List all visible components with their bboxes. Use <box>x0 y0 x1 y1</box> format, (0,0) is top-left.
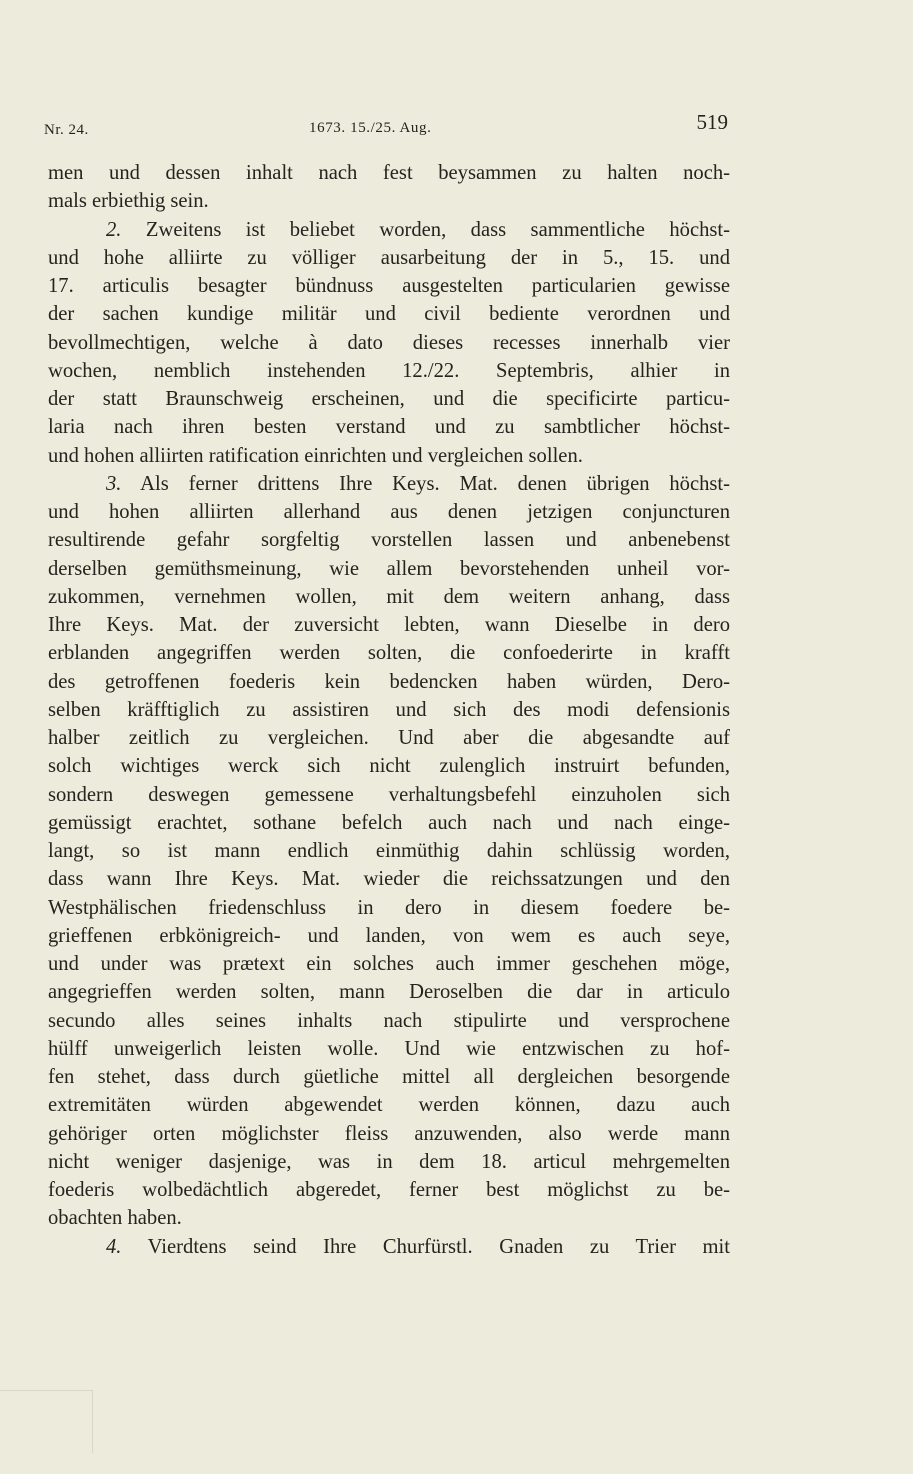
line-text: der sachen kundige militär und civil bediente verordnen und <box>48 303 730 326</box>
text-line <box>48 329 730 357</box>
line-text: Ihre Keys. Mat. der zuversicht lebten, wann Dieselbe in dero <box>48 614 730 636</box>
line-text: derselben gemüthsmeinung, wie allem bevorstehenden unheil vor- <box>48 557 730 580</box>
text-line <box>48 639 730 667</box>
text-line <box>48 357 730 385</box>
line-text: mals erbiethig sein. <box>48 190 209 213</box>
text-line <box>48 696 730 724</box>
text-line <box>48 555 730 583</box>
line-text: Westphälischen friedenschluss in dero in diesem foedere be- <box>48 896 730 919</box>
line-text: wochen, nemblich instehenden 12./22. Septembris, alhier in <box>48 359 730 382</box>
text-line <box>48 1091 730 1119</box>
line-text: bevollmechtigen, welche à dato dieses recesses innerhalb vier <box>48 331 730 354</box>
text-line <box>48 1233 730 1261</box>
text-line <box>48 244 730 272</box>
line-text: grieffenen erbkönigreich- und landen, von wem es auch seye, <box>48 924 730 947</box>
line-text: der statt Braunschweig erscheinen, und die specificirte particu- <box>48 388 730 410</box>
line-text: nicht weniger dasjenige, was in dem 18. articul mehrgemelten <box>48 1150 730 1173</box>
text-line <box>48 413 730 441</box>
text-line <box>48 611 730 639</box>
text-line <box>48 865 730 893</box>
line-text: secundo alles seines inhalts nach stipulirte und versprochene <box>48 1009 730 1032</box>
line-text: sondern deswegen gemessene verhaltungsbefehl einzuholen sich <box>48 783 730 806</box>
paragraph-number: 4. <box>106 1235 122 1258</box>
line-text: Vierdtens seind Ihre Churfürstl. Gnaden zu Trier mit <box>147 1235 730 1258</box>
text-line <box>48 1176 730 1204</box>
line-text: obachten haben. <box>48 1207 182 1230</box>
line-text: Als ferner drittens Ihre Keys. Mat. denen übrigen höchst- <box>140 472 730 495</box>
text-line <box>48 526 730 554</box>
paragraph-number: 2. <box>106 218 122 241</box>
text-line <box>48 1007 730 1035</box>
paragraph-number: 3. <box>106 472 122 495</box>
line-text: laria nach ihren besten verstand und zu sambtlicher höchst- <box>48 416 730 439</box>
line-text: foederis wolbedächtlich abgeredet, ferner best möglichst zu be- <box>48 1179 730 1201</box>
line-text: solch wichtiges werck sich nicht zulenglich instruirt befunden, <box>48 755 730 778</box>
text-line <box>48 894 730 922</box>
line-text: angegrieffen werden solten, mann Deroselben die dar in articulo <box>48 981 730 1004</box>
text-line <box>48 159 730 187</box>
text-line <box>48 300 730 328</box>
page-number: 519 <box>696 110 728 134</box>
text-line <box>48 470 730 498</box>
line-text: Zweitens ist beliebet worden, dass sammentliche höchst- <box>145 218 730 241</box>
line-text: gehöriger orten möglichster fleiss anzuwenden, also werde mann <box>48 1122 730 1145</box>
text-line <box>48 950 730 978</box>
line-text: fen stehet, dass durch güetliche mittel all dergleichen besorgende <box>48 1066 730 1088</box>
line-text: men und dessen inhalt nach fest beysammen zu halten noch- <box>48 162 730 184</box>
line-text: halber zeitlich zu vergleichen. Und aber die abgesandte auf <box>48 727 730 749</box>
line-text: und under was prætext ein solches auch immer geschehen möge, <box>48 953 730 975</box>
line-text: zukommen, vernehmen wollen, mit dem weitern anhang, dass <box>48 585 730 608</box>
text-line <box>48 922 730 950</box>
running-header <box>44 110 728 140</box>
text-line <box>48 1148 730 1176</box>
text-line <box>48 187 730 215</box>
text-line <box>48 1035 730 1063</box>
line-text: und hohen alliirten ratification einrichten und vergleichen sollen. <box>48 444 583 467</box>
line-text: gemüssigt erachtet, sothane befelch auch nach und nach einge- <box>48 811 730 834</box>
line-text: erblanden angegriffen werden solten, die confoederirte in krafft <box>48 642 730 665</box>
document-number: Nr. 24. <box>44 122 89 138</box>
line-text: selben kräfftiglich zu assistiren und sich des modi defensionis <box>48 698 730 721</box>
text-line <box>48 809 730 837</box>
line-text: und hohen alliirten allerhand aus denen jetzigen conjuncturen <box>48 501 730 523</box>
line-text: des getroffenen foederis kein bedencken haben würden, Dero- <box>48 670 730 693</box>
text-line <box>48 978 730 1006</box>
line-text: dass wann Ihre Keys. Mat. wieder die reichssatzungen und den <box>48 868 730 891</box>
text-line <box>48 724 730 752</box>
line-text: hülff unweigerlich leisten wolle. Und wie entzwischen zu hof- <box>48 1037 730 1060</box>
line-text: resultirende gefahr sorgfeltig vorstellen lassen und anbenebenst <box>48 529 730 552</box>
text-line <box>48 1063 730 1091</box>
line-text: 17. articulis besagter bündnuss ausgestelten particularien gewisse <box>48 275 730 297</box>
scan-edge-mark <box>0 1390 93 1453</box>
text-line <box>48 752 730 780</box>
text-line <box>48 668 730 696</box>
text-line <box>48 583 730 611</box>
text-line <box>48 272 730 300</box>
text-line <box>48 837 730 865</box>
line-text: extremitäten würden abgewendet werden können, dazu auch <box>48 1094 730 1117</box>
text-line <box>48 385 730 413</box>
text-line <box>48 781 730 809</box>
header-date: 1673. 15./25. Aug. <box>309 120 432 136</box>
text-line <box>48 1120 730 1148</box>
line-text: und hohe alliirte zu völliger ausarbeitung der in 5., 15. und <box>48 246 730 269</box>
line-text: langt, so ist mann endlich einmüthig dahin schlüssig worden, <box>48 840 730 862</box>
text-line <box>48 216 730 244</box>
text-line <box>48 442 730 470</box>
body-text <box>48 159 730 1261</box>
text-line <box>48 498 730 526</box>
text-line <box>48 1204 730 1232</box>
